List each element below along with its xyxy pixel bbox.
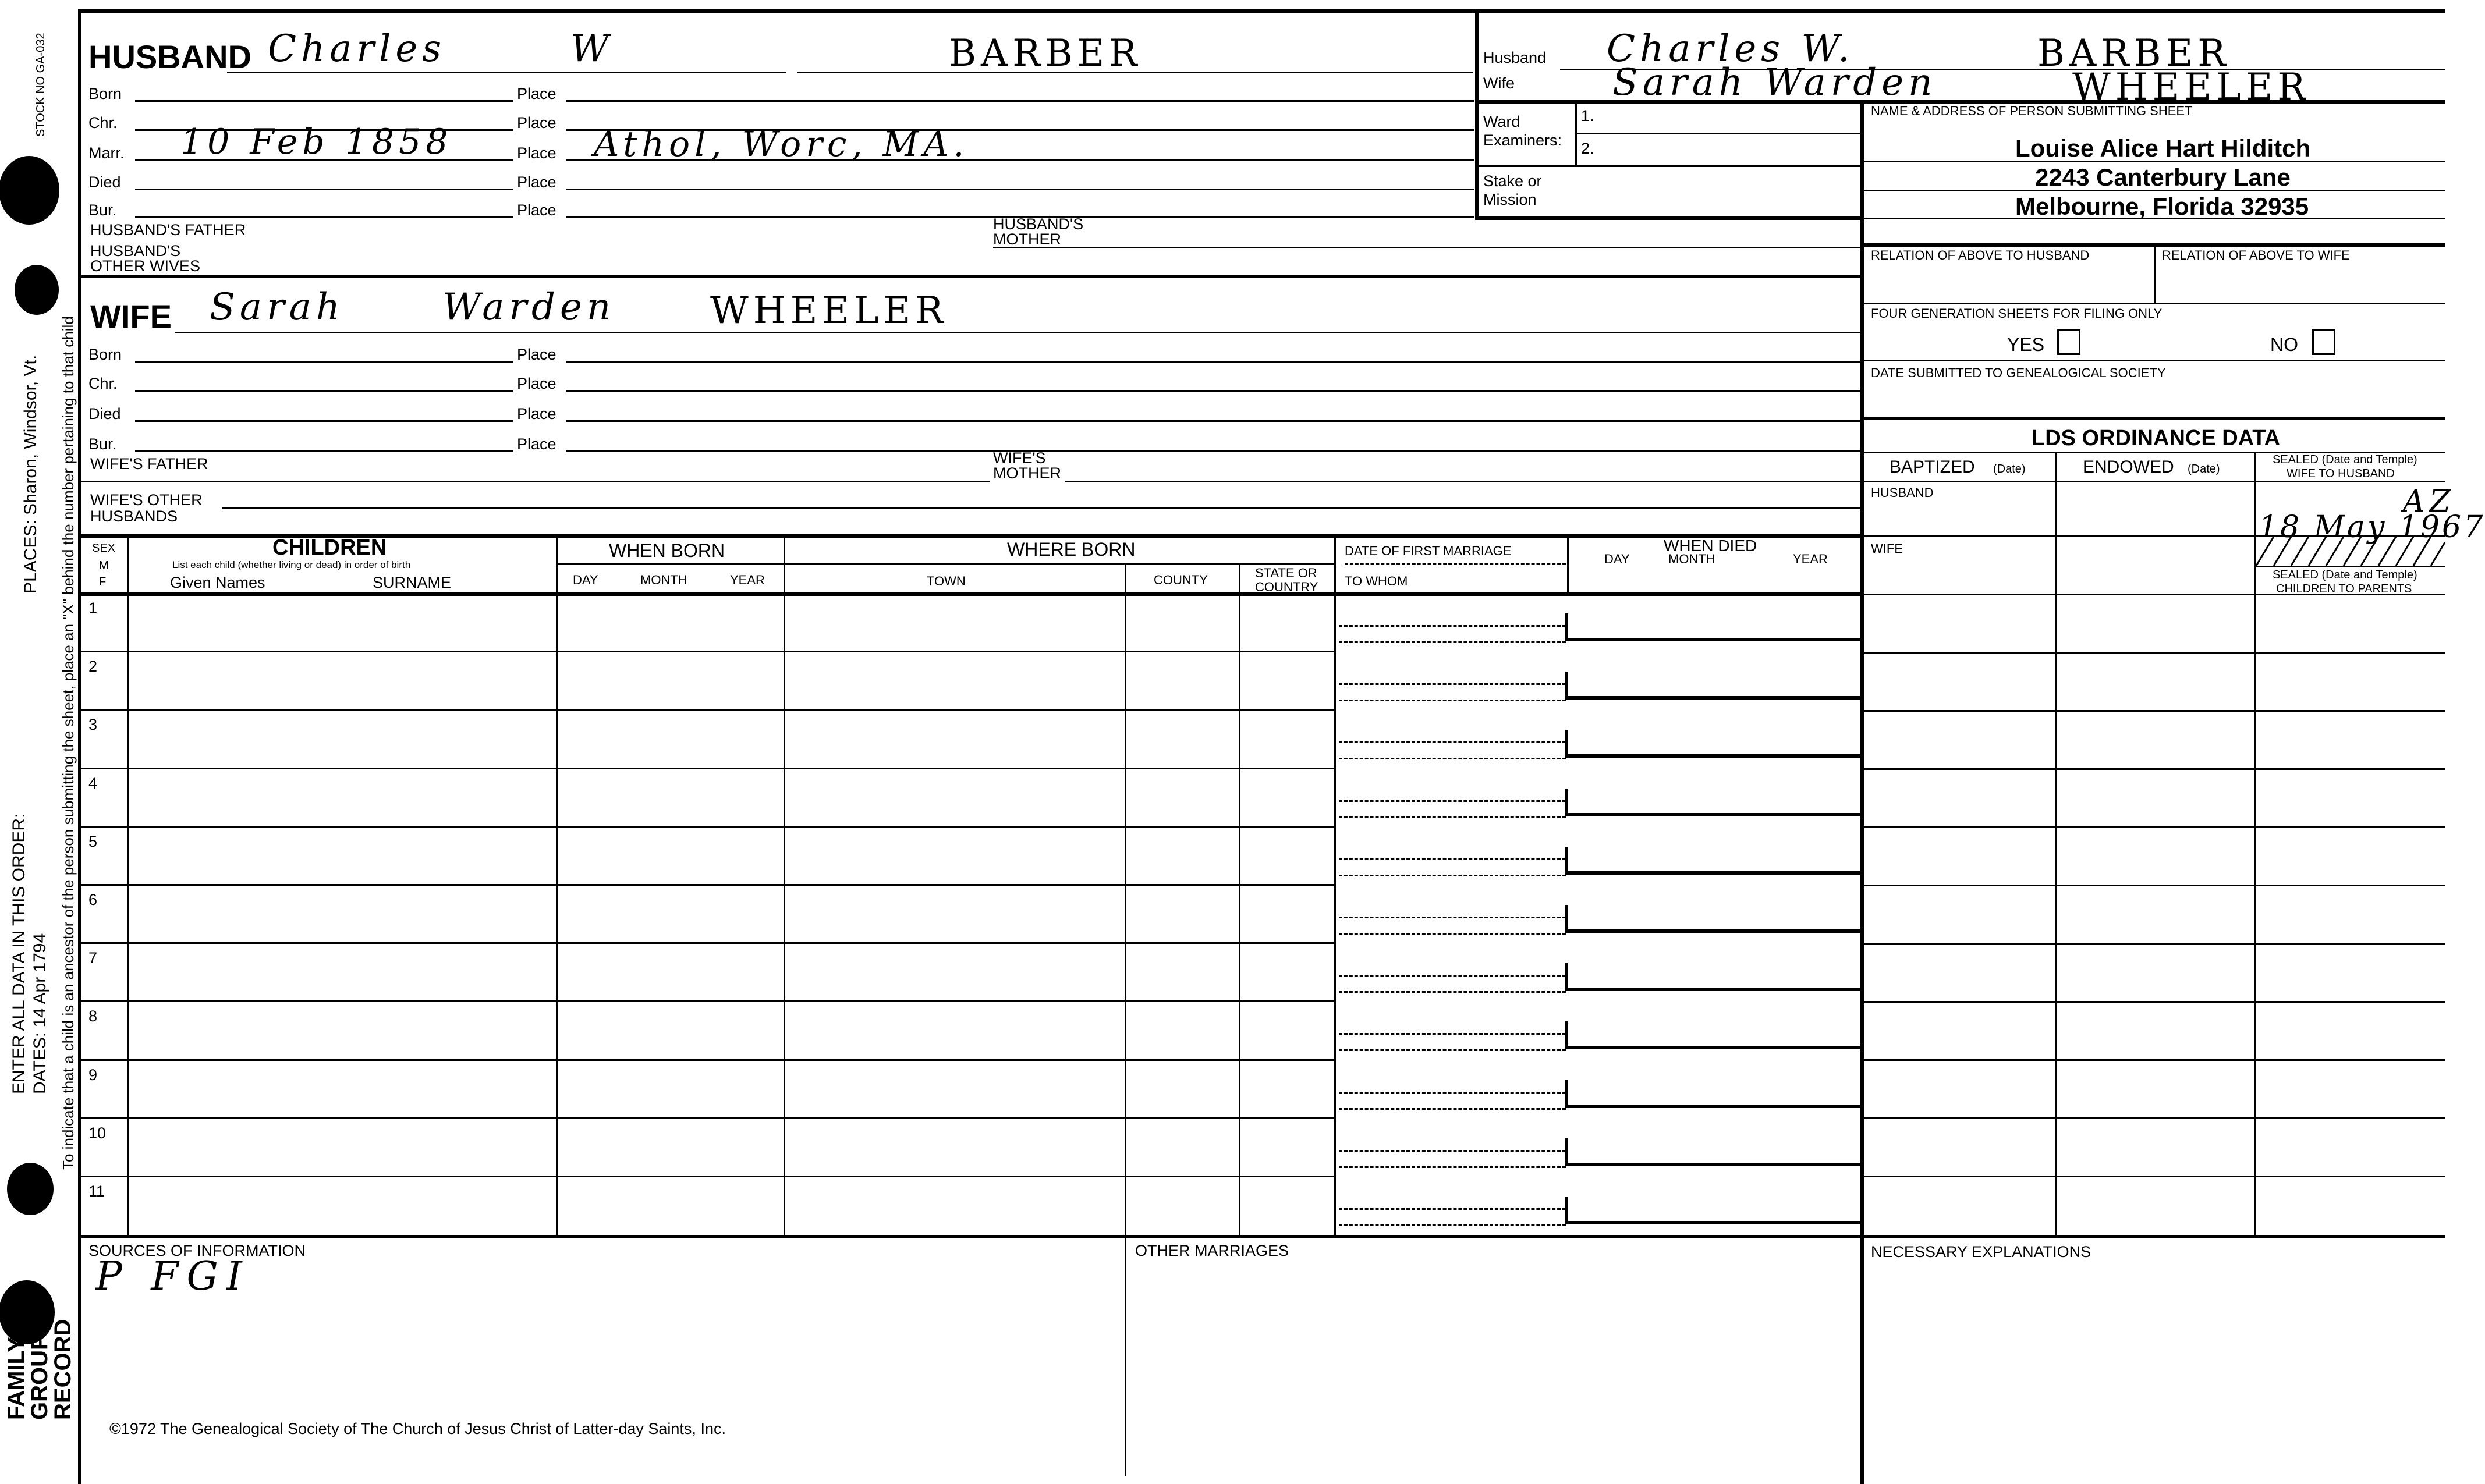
lds-row-2 bbox=[1860, 710, 2445, 712]
when-born-underline bbox=[556, 563, 784, 565]
child-marriage-dash bbox=[1339, 1092, 1566, 1094]
col-sex bbox=[127, 535, 129, 1236]
wife-born-place-line bbox=[566, 361, 1860, 363]
child-died-box bbox=[1565, 1021, 1863, 1049]
wife-mother-line bbox=[1065, 481, 1860, 482]
lds-col-1 bbox=[2055, 453, 2057, 1237]
child-died-box bbox=[1565, 672, 1863, 700]
child-marriage-dash bbox=[1339, 917, 1566, 918]
child-died-box bbox=[1565, 1080, 1863, 1108]
child-row-number: 9 bbox=[88, 1066, 98, 1084]
lds-header-bottom bbox=[1860, 481, 2445, 482]
wife-name-line bbox=[175, 332, 1860, 333]
child-row-number: 11 bbox=[88, 1183, 105, 1200]
submitter-line-3 bbox=[1863, 218, 2445, 219]
side-instruction: To indicate that a child is an ancestor of the person submitting the sheet, place an "X" behind the number pertaining to that child bbox=[59, 316, 77, 1170]
child-marriage-dash bbox=[1339, 1150, 1566, 1152]
child-row-number: 5 bbox=[88, 832, 98, 850]
child-marriage-dash bbox=[1339, 800, 1566, 802]
lds-wife-bottom bbox=[1860, 594, 2445, 595]
husband-marr-label: Marr. bbox=[88, 144, 125, 162]
child-marriage-dash bbox=[1339, 1033, 1566, 1035]
child-marriage-dash-2 bbox=[1339, 641, 1566, 643]
husband-father-label: HUSBAND'S FATHER bbox=[90, 221, 246, 239]
submitter-city: Melbourne, Florida 32935 bbox=[2015, 193, 2309, 220]
husband-born-date-line bbox=[135, 100, 513, 102]
relation-wife: RELATION OF ABOVE TO WIFE bbox=[2162, 248, 2350, 262]
col-died-header bbox=[1567, 535, 1569, 595]
col-state bbox=[1334, 535, 1336, 1236]
children-surname-label: SURNAME bbox=[373, 574, 452, 591]
submitter-line-2 bbox=[1863, 190, 2445, 191]
punch-hole-1 bbox=[0, 156, 59, 225]
child-row-number: 1 bbox=[88, 599, 98, 617]
submitter-line-1 bbox=[1863, 161, 2445, 162]
lds-row-3 bbox=[1860, 768, 2445, 770]
wife-born-place-label: Place bbox=[517, 346, 556, 363]
wd-month-label: MONTH bbox=[1668, 552, 1715, 566]
wb-year-label: YEAR bbox=[730, 573, 765, 587]
child-row-divider bbox=[78, 1000, 1335, 1002]
husband-marriage-date: 10 Feb 1858 bbox=[180, 122, 453, 162]
wife-died-label: Died bbox=[88, 405, 121, 423]
tr-husband-value: Charles W. bbox=[1607, 27, 1855, 70]
examiner-line-1 bbox=[1575, 133, 1860, 134]
wife-bur-place-line bbox=[566, 450, 1860, 452]
sex-m-label: M bbox=[99, 559, 109, 572]
child-marriage-dash-2 bbox=[1339, 816, 1566, 818]
town-label: TOWN bbox=[927, 574, 966, 588]
wife-chr-label: Chr. bbox=[88, 375, 118, 392]
husband-marr-place-label: Place bbox=[517, 144, 556, 162]
child-row-divider bbox=[78, 1059, 1335, 1061]
sex-f-label: F bbox=[99, 576, 107, 588]
examiner-2: 2. bbox=[1581, 140, 1594, 157]
child-row-number: 4 bbox=[88, 774, 98, 792]
lds-sealed-date: 18 May 1967 bbox=[2259, 510, 2485, 545]
tr-wife-value: Sarah Warden bbox=[1612, 61, 1937, 104]
lds-sealed-cp-2: CHILDREN TO PARENTS bbox=[2276, 583, 2412, 595]
state-label-1: STATE OR bbox=[1255, 566, 1317, 580]
child-row-divider bbox=[78, 884, 1335, 886]
stock-number: STOCK NO GA-032 bbox=[34, 33, 47, 137]
lds-baptized: BAPTIZED bbox=[1890, 457, 1975, 477]
husband-name-line bbox=[227, 72, 786, 73]
child-marriage-dash bbox=[1339, 975, 1566, 977]
husband-section-bottom bbox=[78, 275, 1863, 278]
child-row-number: 3 bbox=[88, 716, 98, 734]
examiners-label: Examiners: bbox=[1483, 132, 1562, 149]
lds-hatch-bottom bbox=[2254, 566, 2445, 567]
lds-sealed-cp-1: SEALED (Date and Temple) bbox=[2273, 569, 2417, 581]
child-marriage-dash-2 bbox=[1339, 991, 1566, 993]
child-row-divider bbox=[78, 651, 1335, 652]
children-header-bottom bbox=[78, 592, 1863, 596]
copyright: ©1972 The Genealogical Society of The Church of Jesus Christ of Latter-day Saints, Inc. bbox=[109, 1420, 726, 1437]
first-marriage-label: DATE OF FIRST MARRIAGE bbox=[1345, 544, 1512, 558]
examiner-line-2 bbox=[1475, 165, 1860, 167]
four-gen-label: FOUR GENERATION SHEETS FOR FILING ONLY bbox=[1871, 306, 2163, 321]
yes-label: YES bbox=[2007, 334, 2045, 355]
tr-husband-label: Husband bbox=[1483, 49, 1547, 66]
sources-value: P FGI bbox=[95, 1254, 250, 1300]
lds-row-10 bbox=[1860, 1176, 2445, 1177]
lds-wife-label: WIFE bbox=[1871, 541, 1903, 556]
side-enter: ENTER ALL DATA IN THIS ORDER: bbox=[9, 813, 29, 1094]
wd-day-label: DAY bbox=[1604, 552, 1630, 566]
four-gen-bottom bbox=[1860, 360, 2445, 361]
wife-bur-date-line bbox=[135, 450, 513, 452]
husband-born-label: Born bbox=[88, 85, 122, 102]
child-row-divider bbox=[78, 709, 1335, 711]
punch-hole-3 bbox=[7, 1163, 54, 1215]
lds-endowed: ENDOWED bbox=[2083, 457, 2174, 477]
husband-mother-label-2: MOTHER bbox=[993, 230, 1061, 248]
husband-given-name: Charles bbox=[268, 27, 446, 70]
child-row-number: 2 bbox=[88, 658, 98, 676]
husband-bur-date-line bbox=[135, 216, 513, 218]
lds-row-8 bbox=[1860, 1059, 2445, 1061]
lds-baptized-date: (Date) bbox=[1993, 463, 2026, 475]
wife-heading: WIFE bbox=[90, 298, 172, 335]
child-marriage-dash bbox=[1339, 1208, 1566, 1210]
tr-husband-surname: BARBER bbox=[2037, 32, 2231, 75]
husband-bur-place-label: Place bbox=[517, 201, 556, 219]
husband-surname: BARBER bbox=[949, 32, 1142, 75]
lds-row-7 bbox=[1860, 1001, 2445, 1003]
tr-wife-surname: WHEELER bbox=[2072, 66, 2310, 109]
wife-given-name: Sarah bbox=[210, 286, 345, 329]
child-died-box bbox=[1565, 905, 1863, 933]
lds-row-4 bbox=[1860, 826, 2445, 828]
child-row-number: 7 bbox=[88, 949, 98, 967]
relation-top bbox=[1860, 243, 2445, 247]
child-marriage-dash-2 bbox=[1339, 1166, 1566, 1168]
no-label: NO bbox=[2270, 334, 2298, 355]
child-row-number: 10 bbox=[88, 1124, 107, 1142]
child-row-number: 8 bbox=[88, 1007, 98, 1025]
wife-other-husbands-label-1: WIFE'S OTHER bbox=[90, 491, 203, 509]
wb-month-label: MONTH bbox=[640, 573, 687, 587]
wife-father-line bbox=[78, 481, 990, 482]
child-died-box bbox=[1565, 1138, 1863, 1166]
submitter-street: 2243 Canterbury Lane bbox=[2035, 164, 2291, 191]
bottom-section-top bbox=[78, 1235, 2445, 1238]
husband-died-place-line bbox=[566, 189, 1474, 190]
sex-label: SEX bbox=[92, 542, 116, 555]
form-title-group: GROUP bbox=[27, 1334, 52, 1420]
wife-mother-label-2: MOTHER bbox=[993, 464, 1061, 482]
wife-bur-place-label: Place bbox=[517, 435, 556, 453]
wife-chr-place-label: Place bbox=[517, 375, 556, 392]
where-born-underline bbox=[784, 563, 1334, 565]
top-right-divider bbox=[1475, 9, 1479, 219]
child-marriage-dash bbox=[1339, 683, 1566, 685]
lds-sealed-wh-2: WIFE TO HUSBAND bbox=[2287, 467, 2395, 480]
husband-middle-name: W bbox=[570, 27, 614, 70]
children-given-label: Given Names bbox=[170, 574, 265, 591]
col-names bbox=[556, 535, 558, 1236]
relation-bottom bbox=[1860, 303, 2445, 304]
husband-born-place-line bbox=[566, 100, 1474, 102]
children-subtitle: List each child (whether living or dead) in order of birth bbox=[172, 559, 411, 570]
husband-died-label: Died bbox=[88, 173, 121, 191]
ward-label: Ward bbox=[1483, 113, 1520, 130]
child-row-divider bbox=[78, 1176, 1335, 1177]
lds-hatch bbox=[2256, 537, 2445, 566]
stake-label-1: Stake or bbox=[1483, 172, 1542, 190]
husband-mother-line bbox=[993, 247, 1860, 248]
wife-middle-name: Warden bbox=[442, 286, 616, 329]
col-town bbox=[1125, 563, 1126, 1236]
wife-mother-label-1: WIFE'S bbox=[993, 449, 1046, 467]
husband-bur-label: Bur. bbox=[88, 201, 117, 219]
lds-sealed-wh-1: SEALED (Date and Temple) bbox=[2273, 453, 2417, 466]
form-title-record: RECORD bbox=[50, 1319, 76, 1420]
wife-other-husbands-label-2: HUSBANDS bbox=[90, 507, 178, 525]
relation-divider bbox=[2154, 244, 2156, 304]
wife-bur-label: Bur. bbox=[88, 435, 117, 453]
lds-row-6 bbox=[1860, 943, 2445, 945]
child-marriage-dash bbox=[1339, 625, 1566, 627]
punch-hole-2 bbox=[15, 265, 59, 315]
husband-heading: HUSBAND bbox=[88, 38, 251, 75]
wife-chr-date-line bbox=[135, 390, 513, 392]
submitter-name: Louise Alice Hart Hilditch bbox=[2015, 134, 2311, 162]
child-marriage-dash-2 bbox=[1339, 758, 1566, 759]
sources-label: SOURCES OF INFORMATION bbox=[88, 1242, 306, 1259]
wd-year-label: YEAR bbox=[1793, 552, 1828, 566]
child-marriage-dash-2 bbox=[1339, 700, 1566, 701]
side-dates: DATES: 14 Apr 1794 bbox=[30, 933, 49, 1094]
child-marriage-dash-2 bbox=[1339, 875, 1566, 876]
wife-born-label: Born bbox=[88, 346, 122, 363]
child-marriage-dash-2 bbox=[1339, 1108, 1566, 1110]
state-label-2: COUNTRY bbox=[1255, 580, 1318, 594]
child-died-box bbox=[1565, 1197, 1863, 1224]
child-row-divider bbox=[78, 1117, 1335, 1119]
husband-mother-label-1: HUSBAND'S bbox=[993, 215, 1084, 233]
submitter-label: NAME & ADDRESS OF PERSON SUBMITTING SHEET bbox=[1871, 104, 2193, 118]
bottom-divider-1 bbox=[1125, 1236, 1126, 1476]
lds-title: LDS ORDINANCE DATA bbox=[2032, 426, 2281, 450]
child-died-box bbox=[1565, 789, 1863, 816]
wb-day-label: DAY bbox=[573, 573, 598, 587]
husband-other-wives-label-2: OTHER WIVES bbox=[90, 257, 201, 275]
lds-endowed-date: (Date) bbox=[2188, 463, 2220, 475]
lds-top bbox=[1860, 417, 2445, 420]
lds-row-1 bbox=[1860, 652, 2445, 654]
wife-father-label: WIFE'S FATHER bbox=[90, 455, 208, 473]
col-county bbox=[1239, 563, 1240, 1236]
lds-row-9 bbox=[1860, 1117, 2445, 1119]
husband-marriage-place: Athol, Worc, MA. bbox=[594, 124, 969, 165]
child-marriage-dash bbox=[1339, 858, 1566, 860]
wife-born-date-line bbox=[135, 361, 513, 363]
county-label: COUNTY bbox=[1154, 573, 1208, 587]
form-left-border bbox=[78, 9, 81, 1484]
husband-chr-place-label: Place bbox=[517, 114, 556, 132]
child-died-box bbox=[1565, 613, 1863, 641]
lds-col-2 bbox=[2254, 453, 2256, 1237]
explanations-label: NECESSARY EXPLANATIONS bbox=[1871, 1243, 2091, 1261]
child-row-divider bbox=[78, 768, 1335, 769]
examiner-1: 1. bbox=[1581, 107, 1594, 125]
when-born-label: WHEN BORN bbox=[609, 540, 725, 561]
children-title: CHILDREN bbox=[272, 535, 387, 560]
form-title-family: FAMILY bbox=[3, 1337, 29, 1420]
other-marriages-label: OTHER MARRIAGES bbox=[1135, 1242, 1289, 1259]
date-submitted-label: DATE SUBMITTED TO GENEALOGICAL SOCIETY bbox=[1871, 365, 2166, 380]
lds-husband-label: HUSBAND bbox=[1871, 485, 1934, 500]
wife-died-date-line bbox=[135, 420, 513, 422]
child-row-divider bbox=[78, 942, 1335, 944]
child-row-number: 6 bbox=[88, 891, 98, 908]
lds-sealed-temple: AZ bbox=[2403, 484, 2455, 519]
child-marriage-dash-2 bbox=[1339, 1224, 1566, 1226]
where-born-label: WHERE BORN bbox=[1007, 539, 1136, 560]
wife-died-place-label: Place bbox=[517, 405, 556, 423]
tr-wife-label: Wife bbox=[1483, 74, 1515, 92]
form-top-border bbox=[78, 9, 2445, 13]
child-died-box bbox=[1565, 730, 1863, 758]
husband-born-place-label: Place bbox=[517, 85, 556, 102]
yes-checkbox[interactable] bbox=[2057, 329, 2080, 355]
child-row-divider bbox=[78, 826, 1335, 828]
husband-chr-label: Chr. bbox=[88, 114, 118, 132]
stake-bottom bbox=[1475, 216, 1863, 220]
when-died-label: WHEN DIED bbox=[1664, 537, 1757, 555]
side-places: PLACES: Sharon, Windsor, Vt. bbox=[21, 354, 40, 594]
wife-died-place-line bbox=[566, 420, 1860, 422]
wife-other-husbands-line bbox=[222, 507, 1860, 509]
col-when-born bbox=[784, 535, 785, 1236]
child-marriage-dash bbox=[1339, 741, 1566, 743]
husband-other-wives-label-1: HUSBAND'S bbox=[90, 242, 181, 260]
no-checkbox[interactable] bbox=[2312, 329, 2335, 355]
wife-surname: WHEELER bbox=[710, 289, 948, 332]
child-died-box bbox=[1565, 963, 1863, 991]
child-marriage-dash-2 bbox=[1339, 933, 1566, 935]
first-marriage-dash bbox=[1345, 563, 1566, 565]
child-marriage-dash-2 bbox=[1339, 1049, 1566, 1051]
wife-chr-place-line bbox=[566, 390, 1860, 392]
relation-husband: RELATION OF ABOVE TO HUSBAND bbox=[1871, 248, 2090, 262]
stake-label-2: Mission bbox=[1483, 191, 1537, 208]
to-whom-label: TO WHOM bbox=[1345, 574, 1408, 588]
child-died-box bbox=[1565, 847, 1863, 875]
husband-died-date-line bbox=[135, 189, 513, 190]
lds-row-5 bbox=[1860, 885, 2445, 886]
husband-died-place-label: Place bbox=[517, 173, 556, 191]
